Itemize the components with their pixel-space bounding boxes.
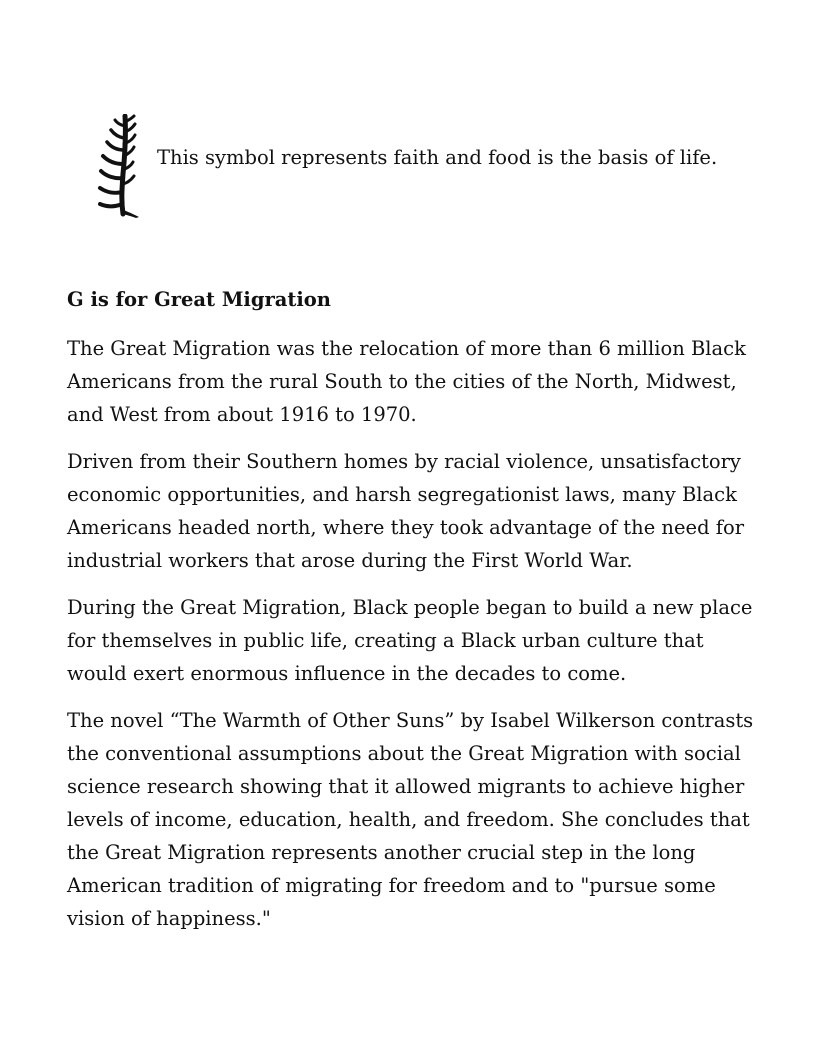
- paragraph: During the Great Migration, Black people began to build a new place for themselves in public life, creating a Black urban culture that would exert enormous influence in the decades to come.: [67, 596, 753, 685]
- section-heading: G is for Great Migration: [67, 288, 331, 311]
- fern-symbol-icon: [96, 114, 146, 218]
- paragraph: The Great Migration was the relocation of more than 6 million Black Americans from the rural South to the cities of the North, Midwest, and West from about 1916 to 1970.: [67, 337, 746, 426]
- paragraph: The novel “The Warmth of Other Suns” by Isabel Wilkerson contrasts the conventional assumptions about the Great Migration with social science research showing that it allowed migrants to achieve higher levels of income, education, health, and freedom. She concludes that the Great Migration represents another crucial step in the long American tradition of migrating for freedom and to "pursue some vision of happiness.": [67, 709, 754, 930]
- article-content: [67, 285, 767, 949]
- paragraph: Driven from their Southern homes by racial violence, unsatisfactory economic opportunities, and harsh segregationist laws, many Black Americans headed north, where they took advantage of the need for industrial workers that arose during the First World War.: [67, 450, 745, 572]
- symbol-row: [96, 114, 756, 218]
- symbol-caption: This symbol represents faith and food is the basis of life.: [157, 146, 718, 169]
